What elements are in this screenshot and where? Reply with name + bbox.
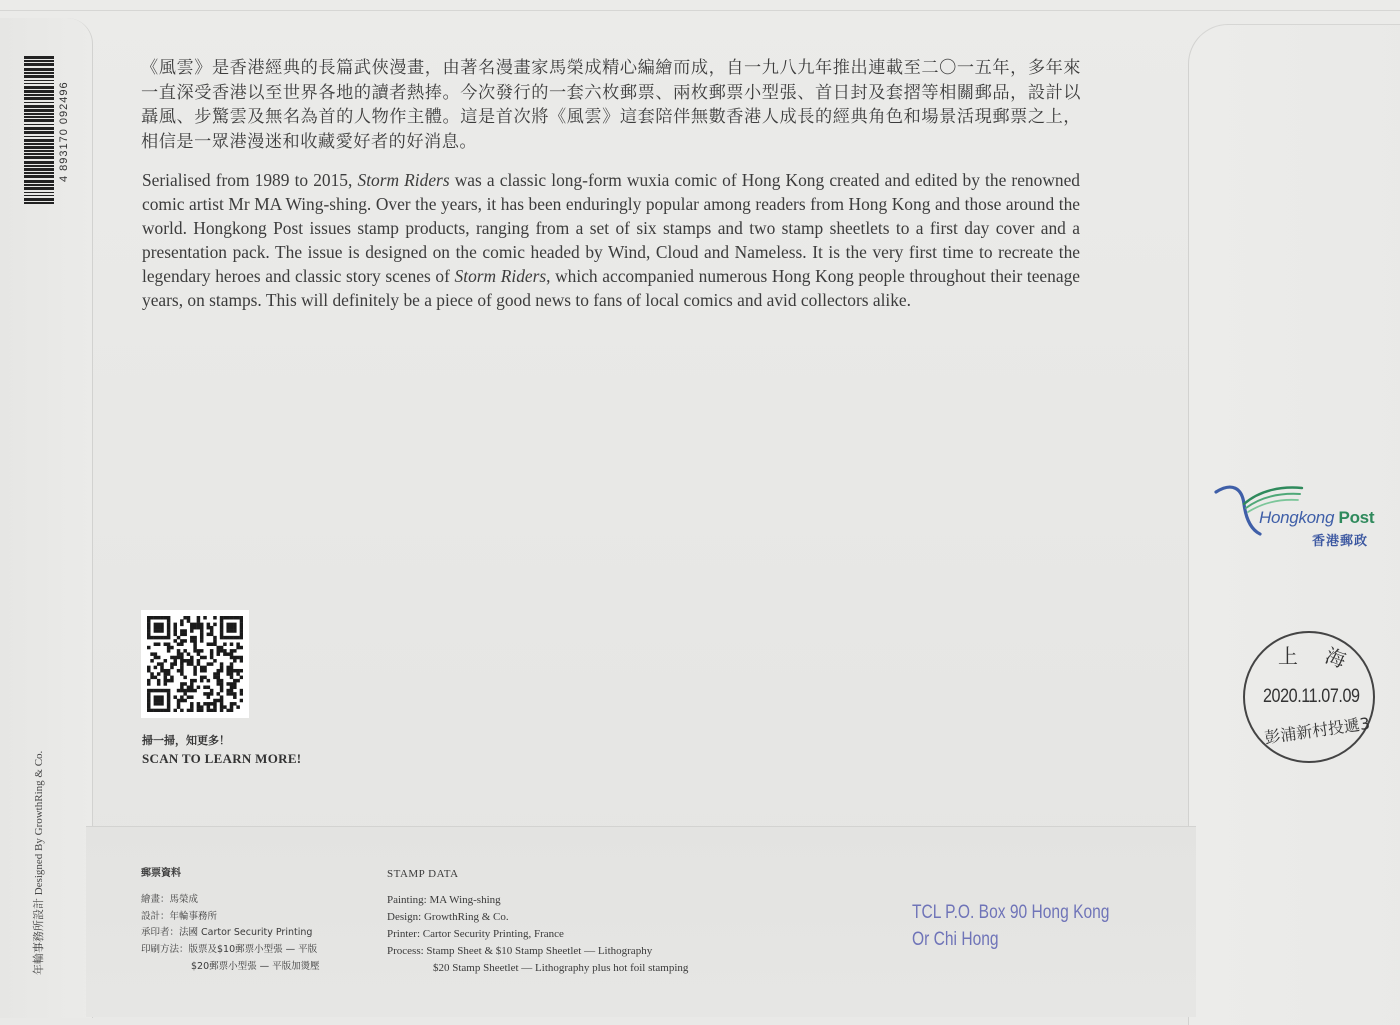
printer-en: Printer: Cartor Security Printing, France [387,928,564,940]
barcode-bar [24,75,54,78]
barcode-bar [24,56,54,59]
barcode-bar [24,60,54,62]
barcode-bar [24,180,54,183]
barcode-bar [24,156,54,159]
barcode-bar [24,119,54,122]
process-en-1: Process: Stamp Sheet & $10 Stamp Sheetlet — Lithography [387,945,653,957]
barcode-bar [24,127,54,130]
painting-en: Painting: MA Wing-shing [387,894,501,906]
comic-title: Storm Riders [357,170,450,190]
intro-english: Serialised from 1989 to 2015, Storm Riders was a classic long-form wuxia comic of Hong Kong created and edited by the renowned comic artist Mr MA Wing-shing. Over the years, it has been enduringly popular among readers from Hong Kong and those around the world. Hongkong Post issues stamp products, ranging from a set of six stamps and two stamp sheetlets to a first day cover and a presentation pack. The issue is designed on the comic headed by Wind, Cloud and Nameless. It is the very first time to recreate the legendary heroes and classic story scenes of Storm Riders, which accompanied numerous Hong Kong people throughout their teenage years, on stamps. This will definitely be a piece of good news to fans of local comics and avid collectors alike. [142,170,1080,311]
address-line-2: Or Chi Hong [912,929,999,950]
design-cn: 設計：年輪事務所 [141,910,218,922]
barcode-bar [24,124,54,126]
process-en-2: $20 Stamp Sheetlet — Lithography plus hot foil stamping [433,962,689,974]
logo-text: Hongkong Post [1259,508,1375,527]
barcode-bar [24,198,54,201]
barcode-bar [24,143,54,145]
barcode-bar [24,94,54,96]
barcode-bar [24,168,54,171]
barcode-bar [24,131,54,134]
barcode-bar [24,80,54,82]
barcode-bar [24,161,54,164]
barcode-bar [24,184,54,186]
barcode-bar [24,195,54,197]
process-cn-1: 印刷方法：版票及$10郵票小型張 — 平版 [141,944,318,956]
intro-chinese: 《風雲》是香港經典的長篇武俠漫畫，由著名漫畫家馬榮成精心編繪而成，自一九八九年推出連載至二〇一五年，多年來一直深受香港以至世界各地的讀者熱捧。今次發行的一套六枚郵票、兩枚郵票小型張、首日封及套摺等相關郵品，設計以聶風、步驚雲及無名為首的人物作主體。這是首次將《風雲》這套陪伴無數香港人成長的經典角色和場景活現郵票之上，相信是一眾港漫迷和收藏愛好者的好消息。 [141,58,1081,152]
logo-text-cn: 香港郵政 [1312,534,1369,549]
top-edge-line [0,10,1400,11]
barcode-bar [24,83,54,85]
stamp-data-en [387,866,688,977]
barcode-bar [24,113,54,115]
barcode-bar [24,102,54,104]
stamp-data-cn-heading: 郵票資料 [141,868,181,879]
barcode-bar [24,97,54,100]
printer-cn: 承印者：法國 Cartor Security Printing [141,927,313,939]
barcode-bar [24,153,54,155]
design-en: Design: GrowthRing & Co. [387,911,509,923]
barcode-bar [24,109,54,112]
scan-label-cn: 掃一掃，知更多！ [142,734,230,747]
qr-code[interactable] [141,610,249,718]
barcode-bar [24,192,54,194]
barcode-bar [24,165,54,167]
stamp-data-cn [141,866,320,976]
address-line-1: TCL P.O. Box 90 Hong Kong [912,902,1110,923]
comic-title: Storm Riders [454,266,547,287]
barcode-bar [24,146,54,149]
barcode-bar [24,136,54,138]
postmark-office: 彭浦新村投遞3 [1263,713,1372,748]
barcode-number: 4 893170 092496 [58,81,70,182]
return-address [912,899,1109,953]
barcode-bar [24,105,54,108]
barcode-bar [24,150,54,152]
barcode-bar [24,63,54,66]
painting-cn: 繪畫：馬榮成 [141,893,199,905]
designer-credit: 年輪事務所設計 Designed By GrowthRing & Co. [33,750,45,975]
barcode-bar [24,68,54,71]
barcode-bar [24,172,54,174]
barcode-bar [24,187,54,190]
postmark-top-left: 上 [1278,644,1298,668]
barcode-bar [24,116,54,118]
process-cn-2: $20郵票小型張 — 平版加燙壓 [191,960,320,972]
barcode-bar [24,139,54,142]
stamp-data-en-heading: STAMP DATA [387,868,459,880]
barcode-bar [24,202,54,204]
postmark-top-right: 海 [1321,643,1349,673]
qr-code-icon [147,616,243,712]
barcode-bar [24,175,54,178]
scan-label-en: SCAN TO LEARN MORE! [142,751,302,766]
postmark-date: 2020.11.07.09 [1263,686,1360,707]
barcode-bar [24,72,54,74]
barcode-bar [24,90,54,93]
barcode-bar [24,86,54,89]
